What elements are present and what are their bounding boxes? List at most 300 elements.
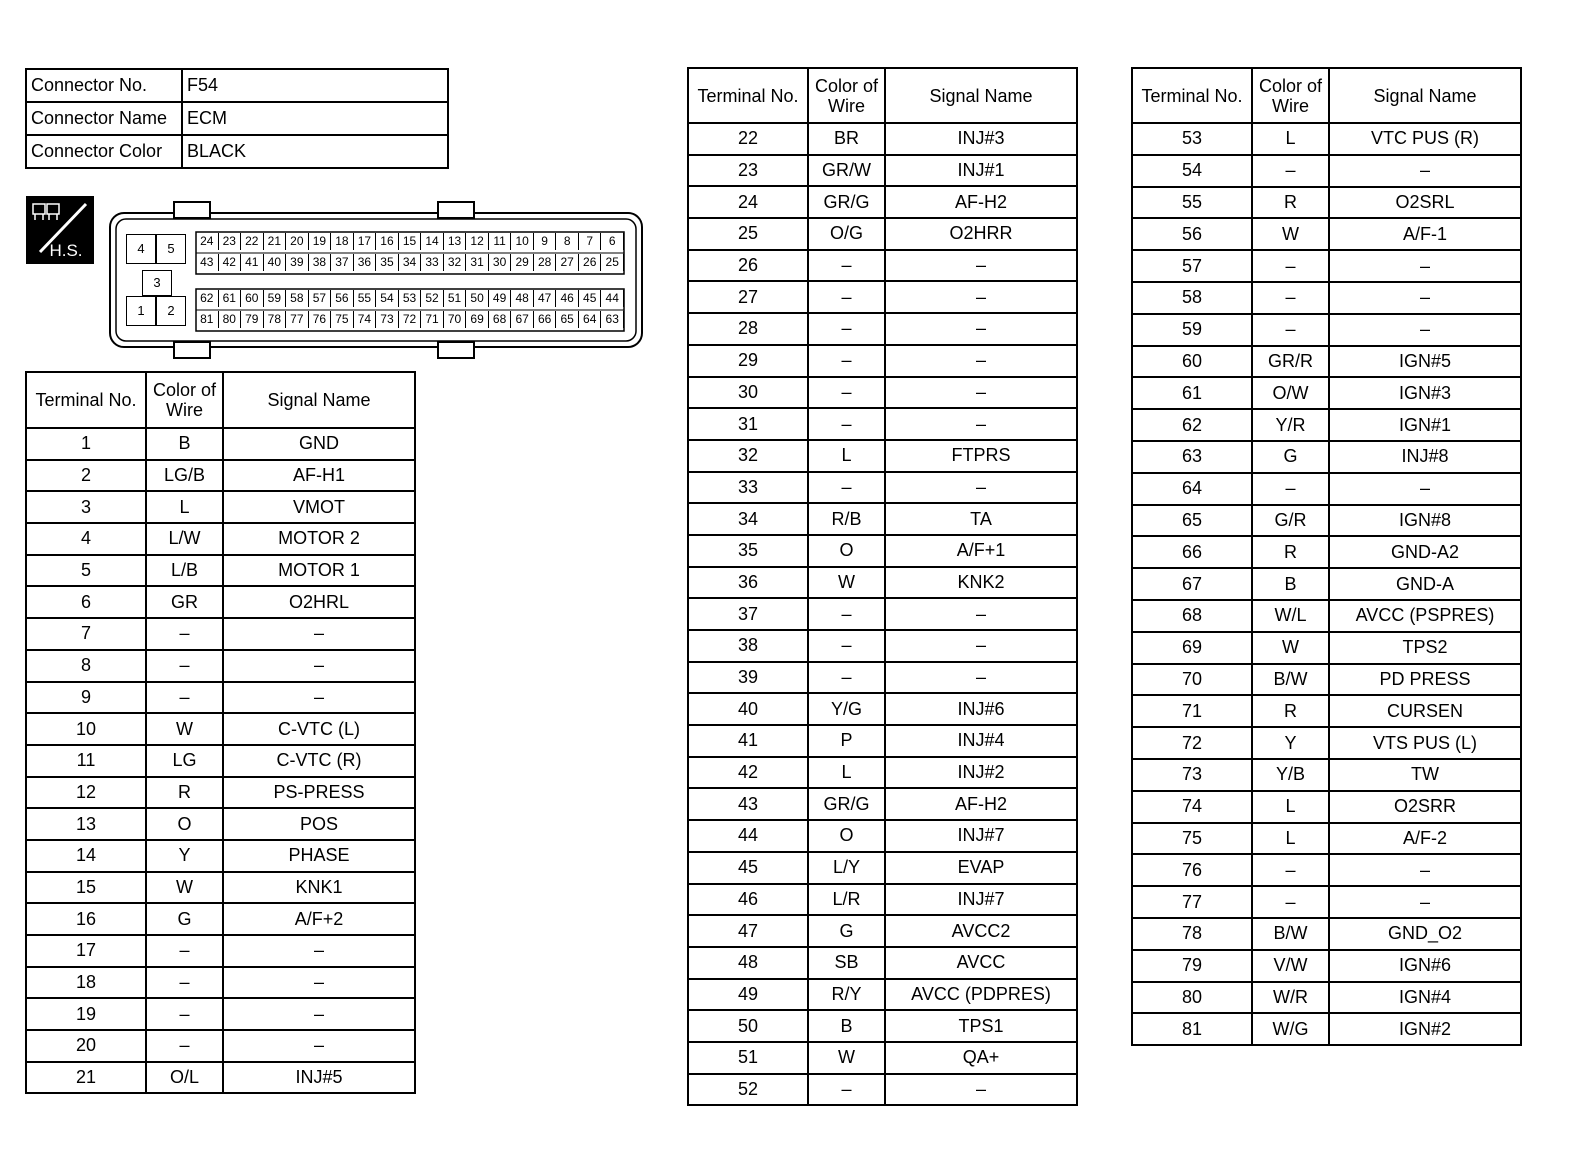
table-row: [688, 218, 1077, 250]
table-row: [688, 440, 1077, 472]
terminal-no-cell: 10: [26, 713, 146, 745]
terminal-no-cell: 8: [26, 650, 146, 682]
terminal-no-cell: 41: [688, 725, 808, 757]
table-row: [26, 682, 415, 714]
terminal-no-cell: 21: [26, 1062, 146, 1094]
wire-color-cell: Y: [146, 840, 223, 872]
terminal-no-cell: 62: [1132, 409, 1252, 441]
table-row: [1132, 886, 1521, 918]
terminal-no-cell: 67: [1132, 568, 1252, 600]
table-row: [688, 947, 1077, 979]
signal-name-cell: IGN#1: [1329, 409, 1521, 441]
table-row: [688, 123, 1077, 155]
wire-color-cell: L: [146, 491, 223, 523]
signal-name-cell: A/F+2: [223, 903, 415, 935]
signal-name-cell: INJ#7: [885, 884, 1077, 916]
signal-name-cell: CURSEN: [1329, 695, 1521, 727]
connector-pin: 74: [354, 311, 377, 328]
wire-color-cell: –: [808, 472, 885, 504]
connector-pin: 50: [466, 290, 489, 307]
connector-pin: 58: [286, 290, 309, 307]
signal-name-cell: –: [885, 313, 1077, 345]
terminal-no-cell: 51: [688, 1042, 808, 1074]
signal-name-cell: C-VTC (R): [223, 745, 415, 777]
table-row: [26, 840, 415, 872]
connector-pin: 13: [444, 233, 467, 250]
table-row: [1132, 123, 1521, 155]
connector-pin: 71: [421, 311, 444, 328]
table-row: [688, 693, 1077, 725]
connector-pin: 57: [309, 290, 332, 307]
terminal-no-cell: 7: [26, 618, 146, 650]
connector-name-label: Connector Name: [26, 102, 182, 135]
terminal-no-cell: 22: [688, 123, 808, 155]
wire-color-cell: Y/R: [1252, 409, 1329, 441]
wire-color-header: Color of Wire: [808, 68, 885, 123]
wire-color-cell: –: [146, 935, 223, 967]
connector-pin: 56: [331, 290, 354, 307]
wire-color-cell: R: [1252, 536, 1329, 568]
signal-name-cell: –: [885, 1074, 1077, 1106]
terminal-no-cell: 20: [26, 1030, 146, 1062]
terminal-no-cell: 81: [1132, 1013, 1252, 1045]
signal-name-header: Signal Name: [1329, 68, 1521, 123]
table-row: [26, 491, 415, 523]
table-row: [26, 935, 415, 967]
signal-name-cell: –: [1329, 473, 1521, 505]
signal-name-cell: VTC PUS (R): [1329, 123, 1521, 155]
wire-color-cell: –: [808, 662, 885, 694]
wire-color-cell: R/Y: [808, 979, 885, 1011]
connector-pin: 27: [556, 254, 579, 271]
table-row: [1132, 632, 1521, 664]
table-row: [688, 979, 1077, 1011]
table-row: [1132, 982, 1521, 1014]
table-row: [688, 186, 1077, 218]
wire-color-cell: B: [808, 1010, 885, 1042]
connector-pin: 46: [556, 290, 579, 307]
terminal-no-cell: 47: [688, 915, 808, 947]
connector-color-label: Connector Color: [26, 135, 182, 168]
terminal-no-cell: 6: [26, 586, 146, 618]
terminal-no-header: Terminal No.: [26, 372, 146, 428]
signal-name-cell: MOTOR 1: [223, 555, 415, 587]
signal-name-cell: O2HRR: [885, 218, 1077, 250]
wire-color-cell: –: [146, 998, 223, 1030]
table-row: [26, 872, 415, 904]
connector-pin: 77: [286, 311, 309, 328]
terminal-no-cell: 4: [26, 523, 146, 555]
connector-no-label: Connector No.: [26, 69, 182, 102]
connector-pin: 66: [534, 311, 557, 328]
signal-name-cell: INJ#3: [885, 123, 1077, 155]
connector-pin: 59: [264, 290, 287, 307]
terminal-no-header: Terminal No.: [688, 68, 808, 123]
terminal-no-cell: 3: [26, 491, 146, 523]
table-row: [1132, 218, 1521, 250]
connector-no-row: [26, 69, 448, 102]
terminal-table-1: [25, 371, 416, 1094]
terminal-no-cell: 78: [1132, 918, 1252, 950]
wire-color-cell: –: [808, 377, 885, 409]
wire-color-cell: G: [1252, 441, 1329, 473]
signal-name-cell: INJ#6: [885, 693, 1077, 725]
connector-pin: 54: [376, 290, 399, 307]
terminal-no-cell: 69: [1132, 632, 1252, 664]
wire-color-header: Color of Wire: [1252, 68, 1329, 123]
connector-diagram: [108, 200, 644, 360]
signal-name-cell: KNK1: [223, 872, 415, 904]
table-row: [26, 586, 415, 618]
terminal-no-cell: 32: [688, 440, 808, 472]
wire-color-cell: Y/B: [1252, 759, 1329, 791]
terminal-no-cell: 74: [1132, 791, 1252, 823]
wire-color-cell: L: [1252, 823, 1329, 855]
wire-color-cell: B/W: [1252, 664, 1329, 696]
signal-name-cell: AF-H2: [885, 788, 1077, 820]
wire-color-cell: R: [146, 777, 223, 809]
table-header: [688, 68, 1077, 123]
connector-pin: 51: [444, 290, 467, 307]
terminal-no-cell: 1: [26, 428, 146, 460]
table-row: [688, 915, 1077, 947]
connector-pin: 21: [264, 233, 287, 250]
terminal-no-cell: 19: [26, 998, 146, 1030]
terminal-no-cell: 29: [688, 345, 808, 377]
table-row: [1132, 1013, 1521, 1045]
wire-color-cell: –: [1252, 282, 1329, 314]
wire-color-cell: L/R: [808, 884, 885, 916]
table-row: [26, 650, 415, 682]
connector-pin: 78: [264, 311, 287, 328]
wire-color-cell: O: [146, 808, 223, 840]
connector-pin: 67: [511, 311, 534, 328]
terminal-no-cell: 43: [688, 788, 808, 820]
table-row: [1132, 791, 1521, 823]
table-header: [1132, 68, 1521, 123]
wire-color-cell: G/R: [1252, 505, 1329, 537]
wire-color-cell: B: [1252, 568, 1329, 600]
signal-name-cell: MOTOR 2: [223, 523, 415, 555]
terminal-table-3: [1131, 67, 1522, 1046]
wire-color-cell: G: [808, 915, 885, 947]
signal-name-cell: IGN#3: [1329, 377, 1521, 409]
table-row: [688, 725, 1077, 757]
table-row: [1132, 346, 1521, 378]
wire-color-cell: L/Y: [808, 852, 885, 884]
wire-color-cell: V/W: [1252, 950, 1329, 982]
connector-pin: 20: [286, 233, 309, 250]
wire-color-cell: Y: [1252, 727, 1329, 759]
terminal-no-cell: 25: [688, 218, 808, 250]
signal-name-cell: AVCC: [885, 947, 1077, 979]
table-row: [1132, 409, 1521, 441]
wire-color-cell: GR/R: [1252, 346, 1329, 378]
table-row: [688, 567, 1077, 599]
table-row: [1132, 854, 1521, 886]
connector-pin-large: 4: [126, 234, 156, 264]
terminal-no-cell: 61: [1132, 377, 1252, 409]
connector-pin: 53: [399, 290, 422, 307]
signal-name-cell: IGN#4: [1329, 982, 1521, 1014]
terminal-no-cell: 36: [688, 567, 808, 599]
connector-pin-large: 1: [126, 296, 156, 326]
connector-pin: 79: [241, 311, 264, 328]
connector-name-row: [26, 102, 448, 135]
table-row: [26, 428, 415, 460]
wire-color-cell: LG: [146, 745, 223, 777]
terminal-no-cell: 56: [1132, 218, 1252, 250]
table-row: [1132, 187, 1521, 219]
table-row: [688, 377, 1077, 409]
wire-color-cell: –: [808, 250, 885, 282]
signal-name-cell: INJ#4: [885, 725, 1077, 757]
connector-pin: 24: [196, 233, 219, 250]
connector-pin: 29: [511, 254, 534, 271]
terminal-no-cell: 52: [688, 1074, 808, 1106]
table-row: [26, 967, 415, 999]
wire-color-cell: W: [808, 567, 885, 599]
terminal-no-cell: 63: [1132, 441, 1252, 473]
signal-name-cell: TPS2: [1329, 632, 1521, 664]
connector-pin: 16: [376, 233, 399, 250]
wire-color-cell: W: [1252, 632, 1329, 664]
connector-pin: 17: [354, 233, 377, 250]
terminal-no-cell: 46: [688, 884, 808, 916]
table-row: [1132, 918, 1521, 950]
connector-pin: 64: [579, 311, 602, 328]
connector-pin: 36: [354, 254, 377, 271]
signal-name-cell: –: [885, 345, 1077, 377]
terminal-no-cell: 42: [688, 757, 808, 789]
wire-color-cell: W: [808, 1042, 885, 1074]
connector-pin: 60: [241, 290, 264, 307]
terminal-no-cell: 26: [688, 250, 808, 282]
wire-color-cell: W: [1252, 218, 1329, 250]
signal-name-cell: –: [223, 1030, 415, 1062]
terminal-no-cell: 57: [1132, 250, 1252, 282]
signal-name-cell: INJ#8: [1329, 441, 1521, 473]
signal-name-cell: INJ#7: [885, 820, 1077, 852]
signal-name-cell: INJ#2: [885, 757, 1077, 789]
table-row: [1132, 473, 1521, 505]
terminal-no-cell: 53: [1132, 123, 1252, 155]
terminal-no-cell: 72: [1132, 727, 1252, 759]
signal-name-cell: –: [223, 650, 415, 682]
connector-pin: 55: [354, 290, 377, 307]
wire-color-cell: G: [146, 903, 223, 935]
signal-name-cell: AF-H1: [223, 460, 415, 492]
signal-name-cell: –: [1329, 282, 1521, 314]
table-row: [688, 313, 1077, 345]
connector-pin: 9: [534, 233, 557, 250]
signal-name-cell: GND: [223, 428, 415, 460]
table-row: [688, 472, 1077, 504]
wire-color-cell: –: [146, 1030, 223, 1062]
connector-pin: 80: [219, 311, 242, 328]
table-row: [688, 250, 1077, 282]
terminal-no-cell: 39: [688, 662, 808, 694]
terminal-no-cell: 70: [1132, 664, 1252, 696]
signal-name-cell: EVAP: [885, 852, 1077, 884]
terminal-no-cell: 76: [1132, 854, 1252, 886]
wire-color-cell: L: [808, 440, 885, 472]
table-row: [688, 662, 1077, 694]
connector-pin: 52: [421, 290, 444, 307]
wire-color-cell: –: [808, 345, 885, 377]
terminal-no-cell: 31: [688, 408, 808, 440]
table-row: [1132, 282, 1521, 314]
table-row: [688, 1042, 1077, 1074]
signal-name-cell: PS-PRESS: [223, 777, 415, 809]
signal-name-cell: –: [223, 967, 415, 999]
wire-color-cell: W: [146, 872, 223, 904]
connector-pin: 30: [489, 254, 512, 271]
connector-pin: 42: [219, 254, 242, 271]
connector-pin: 68: [489, 311, 512, 328]
terminal-no-cell: 58: [1132, 282, 1252, 314]
table-row: [26, 903, 415, 935]
connector-pin: 26: [579, 254, 602, 271]
terminal-table-2: [687, 67, 1078, 1106]
terminal-no-cell: 2: [26, 460, 146, 492]
terminal-no-cell: 40: [688, 693, 808, 725]
table-row: [26, 555, 415, 587]
table-row: [688, 884, 1077, 916]
table-row: [688, 1074, 1077, 1106]
table-row: [1132, 314, 1521, 346]
signal-name-cell: IGN#5: [1329, 346, 1521, 378]
connector-pin: 23: [219, 233, 242, 250]
table-row: [688, 345, 1077, 377]
wire-color-cell: L: [808, 757, 885, 789]
wire-color-cell: L: [1252, 123, 1329, 155]
signal-name-cell: PHASE: [223, 840, 415, 872]
connector-pin: 14: [421, 233, 444, 250]
table-row: [688, 757, 1077, 789]
signal-name-cell: TW: [1329, 759, 1521, 791]
signal-name-cell: AVCC (PSPRES): [1329, 600, 1521, 632]
connector-pin-large: 3: [142, 270, 172, 296]
wire-color-cell: –: [808, 313, 885, 345]
wire-color-cell: –: [146, 967, 223, 999]
connector-pin: 47: [534, 290, 557, 307]
terminal-no-cell: 45: [688, 852, 808, 884]
table-row: [1132, 759, 1521, 791]
table-row: [688, 852, 1077, 884]
table-row: [1132, 155, 1521, 187]
wire-color-cell: W: [146, 713, 223, 745]
table-row: [26, 618, 415, 650]
hs-connector-icon: [26, 196, 94, 264]
terminal-no-cell: 79: [1132, 950, 1252, 982]
terminal-no-cell: 27: [688, 281, 808, 313]
connector-color-value: BLACK: [182, 135, 448, 168]
connector-pin: 43: [196, 254, 219, 271]
signal-name-cell: QA+: [885, 1042, 1077, 1074]
wire-color-cell: B: [146, 428, 223, 460]
wire-color-cell: –: [1252, 314, 1329, 346]
table-header: [26, 372, 415, 428]
wire-color-cell: –: [1252, 155, 1329, 187]
table-row: [1132, 950, 1521, 982]
signal-name-cell: IGN#6: [1329, 950, 1521, 982]
signal-name-cell: TA: [885, 503, 1077, 535]
connector-pin: 44: [601, 290, 624, 307]
table-row: [26, 523, 415, 555]
connector-pin: 38: [309, 254, 332, 271]
signal-name-cell: GND-A2: [1329, 536, 1521, 568]
table-row: [688, 630, 1077, 662]
terminal-no-cell: 16: [26, 903, 146, 935]
wire-color-cell: –: [808, 630, 885, 662]
connector-pin: 48: [511, 290, 534, 307]
wire-color-cell: GR/G: [808, 186, 885, 218]
signal-name-cell: A/F+1: [885, 535, 1077, 567]
terminal-no-cell: 14: [26, 840, 146, 872]
signal-name-cell: POS: [223, 808, 415, 840]
terminal-no-cell: 24: [688, 186, 808, 218]
terminal-no-cell: 33: [688, 472, 808, 504]
terminal-no-cell: 34: [688, 503, 808, 535]
wire-color-cell: LG/B: [146, 460, 223, 492]
terminal-no-cell: 50: [688, 1010, 808, 1042]
wire-color-cell: GR/G: [808, 788, 885, 820]
signal-name-cell: INJ#1: [885, 155, 1077, 187]
wire-color-cell: –: [1252, 854, 1329, 886]
terminal-no-cell: 66: [1132, 536, 1252, 568]
wire-color-cell: O: [808, 535, 885, 567]
connector-outline: [108, 200, 644, 360]
table-row: [688, 281, 1077, 313]
connector-name-value: ECM: [182, 102, 448, 135]
terminal-no-cell: 35: [688, 535, 808, 567]
terminal-no-cell: 54: [1132, 155, 1252, 187]
signal-name-cell: C-VTC (L): [223, 713, 415, 745]
wire-color-cell: –: [808, 408, 885, 440]
connector-pin: 34: [399, 254, 422, 271]
signal-name-cell: O2SRR: [1329, 791, 1521, 823]
connector-pin: 6: [601, 233, 624, 250]
connector-pin: 45: [579, 290, 602, 307]
table-row: [26, 1062, 415, 1094]
table-row: [26, 460, 415, 492]
table-row: [688, 535, 1077, 567]
signal-name-cell: –: [1329, 886, 1521, 918]
signal-name-cell: VMOT: [223, 491, 415, 523]
signal-name-cell: IGN#8: [1329, 505, 1521, 537]
signal-name-cell: –: [1329, 314, 1521, 346]
signal-name-cell: FTPRS: [885, 440, 1077, 472]
wire-color-cell: O/L: [146, 1062, 223, 1094]
terminal-no-cell: 23: [688, 155, 808, 187]
terminal-no-cell: 9: [26, 682, 146, 714]
connector-info-table: [25, 68, 449, 169]
wire-color-cell: –: [146, 682, 223, 714]
terminal-no-cell: 73: [1132, 759, 1252, 791]
table-row: [688, 408, 1077, 440]
table-row: [1132, 568, 1521, 600]
wire-color-cell: R/B: [808, 503, 885, 535]
signal-name-cell: –: [885, 281, 1077, 313]
connector-pin: 81: [196, 311, 219, 328]
connector-pin: 65: [556, 311, 579, 328]
table-row: [1132, 536, 1521, 568]
wire-color-cell: –: [808, 281, 885, 313]
signal-name-cell: –: [1329, 250, 1521, 282]
connector-pin: 70: [444, 311, 467, 328]
wire-color-cell: L/B: [146, 555, 223, 587]
